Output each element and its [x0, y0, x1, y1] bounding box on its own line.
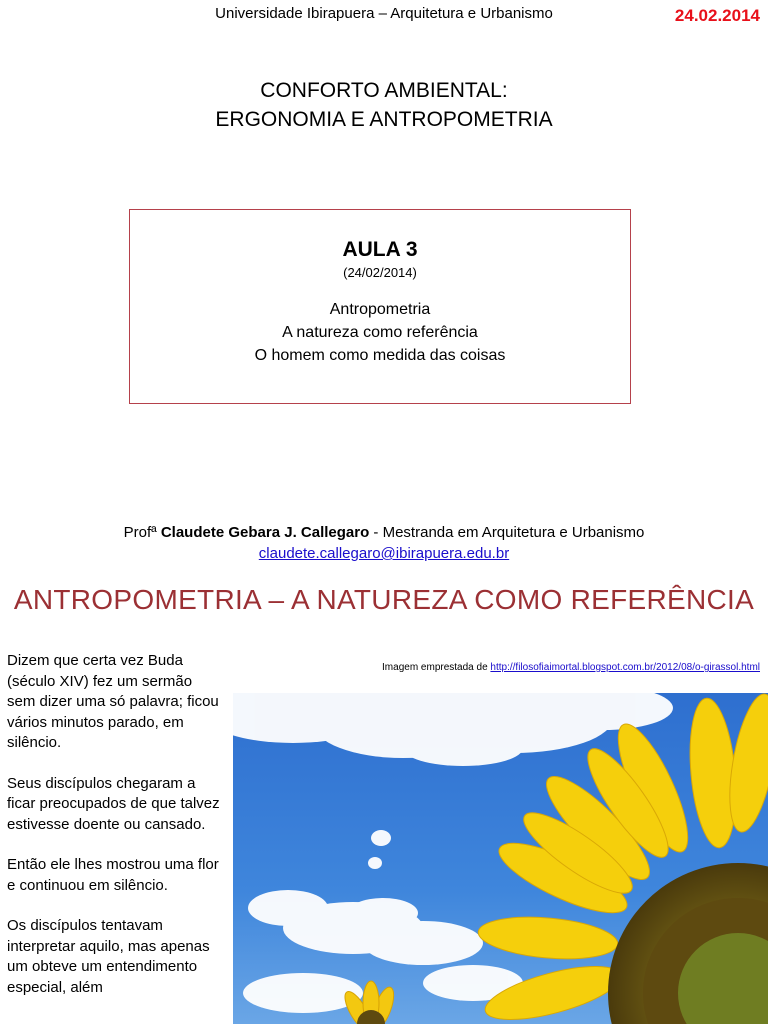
image-credit-prefix: Imagem emprestada de [382, 662, 491, 673]
lesson-topic: O homem como medida das coisas [254, 347, 506, 364]
sunflower-photo [233, 693, 768, 1024]
course-title-line1: CONFORTO AMBIENTAL: [260, 79, 508, 102]
section-heading: ANTROPOMETRIA – A NATUREZA COMO REFERÊNCIA [13, 584, 755, 615]
lesson-name: AULA 3 [342, 238, 418, 261]
lesson-topic: A natureza como referência [282, 324, 478, 341]
lesson-topic: Antropometria [329, 301, 431, 318]
professor-email-link[interactable]: claudete.callegaro@ibirapuera.edu.br [258, 545, 510, 562]
course-title-line2: ERGONOMIA E ANTROPOMETRIA [215, 108, 553, 131]
professor-info [0, 522, 768, 564]
story-paragraph: Então ele lhes mostrou uma flor e continuou em silêncio. [7, 856, 219, 894]
lesson-date: (24/02/2014) [343, 265, 417, 280]
image-credit [382, 662, 760, 673]
institution-header: Universidade Ibirapuera – Arquitetura e Urbanismo [215, 5, 553, 22]
story-paragraph: Seus discípulos chegaram a ficar preocupados de que talvez estivesse doente ou cansado. [7, 774, 220, 833]
lesson-topics [130, 298, 630, 367]
professor-role: - Mestranda em Arquitetura e Urbanismo [369, 524, 645, 541]
professor-name: Claudete Gebara J. Callegaro [160, 524, 370, 541]
image-credit-link[interactable]: http://filosofiaimortal.blogspot.com.br/2012/08/o-girassol.html [490, 662, 760, 673]
story-paragraph: Os discípulos tentavam interpretar aquilo, mas apenas um obteve um entendimento especial, além [7, 917, 210, 996]
document-date: 24.02.2014 [674, 6, 760, 25]
story-paragraph: Dizem que certa vez Buda (século XIV) fez um sermão sem dizer uma só palavra; ficou vários minutos parado, em silêncio. [7, 652, 219, 751]
story-text [7, 651, 222, 1018]
professor-prefix: Profª [123, 524, 161, 541]
lesson-box [129, 209, 631, 404]
course-title [0, 76, 768, 134]
